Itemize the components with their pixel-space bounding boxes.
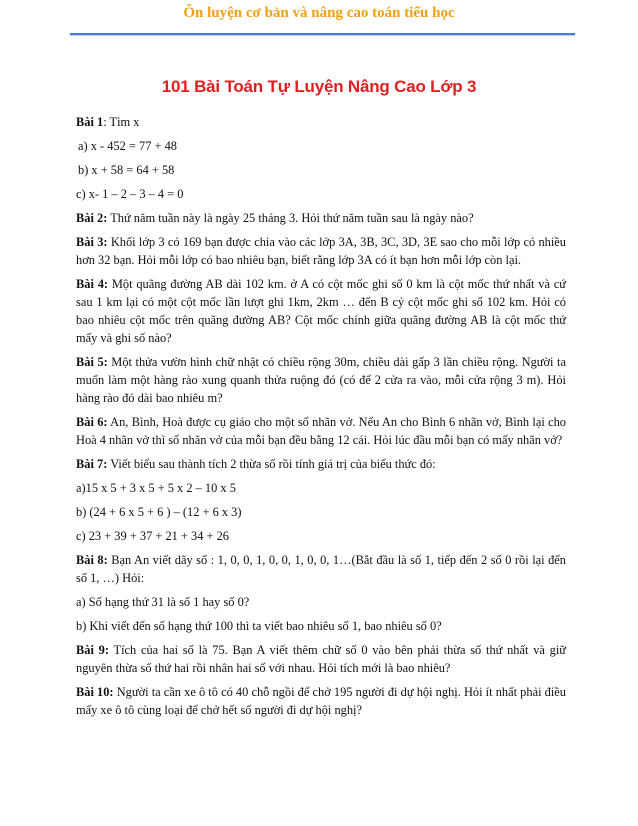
exercise-7-part-c: c) 23 + 39 + 37 + 21 + 34 + 26 bbox=[76, 529, 229, 543]
exercise-number: Bài 6: bbox=[76, 415, 108, 429]
exercise-text: An, Bình, Hoà được cụ giáo cho một số nhãn vở. Nếu An cho Bình 6 nhãn vở, Bình lại cho Hoà 4 nhãn vở thì số nhãn vở của mỗi bạn đều bằng 12 cái. Hỏi lúc đầu mỗi bạn có mấy nhãn vở? bbox=[76, 415, 566, 447]
exercise-number: Bài 1 bbox=[76, 115, 104, 129]
exercise-number: Bài 9: bbox=[76, 643, 109, 657]
exercise-text: Một quãng đường AB dài 102 km. ở A có cột mốc ghi số 0 km là cột mốc thứ nhất và cứ sau 1 km lại có một cột mốc lần lượt ghi 1km, 2km … đến B cỷ cột mốc ghi số 102 km. Hỏi có bao nhiêu cột mốc trên quãng đường AB? Cột mốc chính giữa quãng đường AB là cột mốc thứ mấy và ghi số nào? bbox=[76, 277, 566, 345]
exercise-7-part-b: b) (24 + 6 x 5 + 6 ) – (12 + 6 x 3) bbox=[76, 505, 242, 519]
exercise-list bbox=[76, 113, 566, 725]
exercise-1 bbox=[76, 113, 566, 131]
exercise-3 bbox=[76, 233, 566, 269]
exercise-text: Khối lớp 3 có 169 bạn được chia vào các lớp 3A, 3B, 3C, 3D, 3E sao cho mỗi lớp có nhiều hơn 32 bạn. Hỏi mỗi lớp có bao nhiêu bạn, biết rằng lớp 3A có ít bạn hơn mỗi lớp còn lại. bbox=[76, 235, 567, 267]
exercise-8-part-a: a) Số hạng thứ 31 là số 1 hay số 0? bbox=[76, 595, 250, 609]
exercise-number: Bài 3: bbox=[76, 235, 108, 249]
exercise-8 bbox=[76, 551, 566, 587]
exercise-text: Tích của hai số là 75. Bạn A viết thêm chữ số 0 vào bên phải thừa số thứ nhất và giữ nguyên thừa số thứ hai rồi nhân hai số với nhau. Hỏi tích mới là bao nhiêu? bbox=[76, 643, 566, 675]
exercise-9 bbox=[76, 641, 566, 677]
exercise-7 bbox=[76, 455, 566, 473]
exercise-1-part-a: a) x - 452 = 77 + 48 bbox=[78, 139, 177, 153]
exercise-8-part-b: b) Khi viết đến số hạng thứ 100 thì ta viết bao nhiêu số 1, bao nhiêu số 0? bbox=[76, 619, 442, 633]
exercise-10 bbox=[76, 683, 566, 719]
document-title: 101 Bài Toán Tự Luyện Nâng Cao Lớp 3 bbox=[161, 77, 477, 96]
exercise-number: Bài 5: bbox=[76, 355, 108, 369]
exercise-6 bbox=[76, 413, 566, 449]
exercise-number: Bài 10: bbox=[76, 685, 114, 699]
page-header-title: Ôn luyện cơ bản và nâng cao toán tiểu học bbox=[183, 5, 455, 21]
exercise-4 bbox=[76, 275, 566, 347]
exercise-7-part-a: a)15 x 5 + 3 x 5 + 5 x 2 – 10 x 5 bbox=[76, 481, 236, 495]
exercise-text: Viết biểu sau thành tích 2 thừa số rồi tính giá trị của biểu thức đó: bbox=[107, 457, 436, 471]
exercise-number: Bài 2: bbox=[76, 211, 108, 225]
exercise-text: Bạn An viết dãy số : 1, 0, 0, 1, 0, 0, 1, 0, 0, 1…(Bắt đầu là số 1, tiếp đến 2 số 0 rồi lại đến số 1, …) Hỏi: bbox=[76, 553, 566, 585]
exercise-2 bbox=[76, 209, 566, 227]
exercise-text: Một thửa vườn hình chữ nhật có chiều rộng 30m, chiều dài gấp 3 lần chiều rộng. Người ta muốn làm một hàng rào xung quanh thửa ruộng đó (có để 2 cửa ra vào, mỗi cửa rộng 3 m). Hỏi hàng rào đó dài bao nhiêu m? bbox=[76, 355, 566, 405]
exercise-text: Người ta cần xe ô tô có 40 chỗ ngồi để chở 195 người đi dự hội nghị. Hỏi ít nhất phải điều mấy xe ô tô cùng loại để chở hết số người đi dự hội nghị? bbox=[76, 685, 566, 717]
exercise-5 bbox=[76, 353, 566, 407]
exercise-1-part-c: c) x- 1 – 2 – 3 – 4 = 0 bbox=[76, 187, 184, 201]
exercise-number: Bài 4: bbox=[76, 277, 109, 291]
exercise-text: Thứ năm tuần này là ngày 25 tháng 3. Hỏi thứ năm tuần sau là ngày nào? bbox=[107, 211, 474, 225]
exercise-1-part-b: b) x + 58 = 64 + 58 bbox=[78, 163, 175, 177]
header-divider bbox=[70, 33, 575, 35]
exercise-number: Bài 7: bbox=[76, 457, 108, 471]
exercise-number: Bài 8: bbox=[76, 553, 108, 567]
exercise-text: : Tìm x bbox=[103, 115, 140, 129]
